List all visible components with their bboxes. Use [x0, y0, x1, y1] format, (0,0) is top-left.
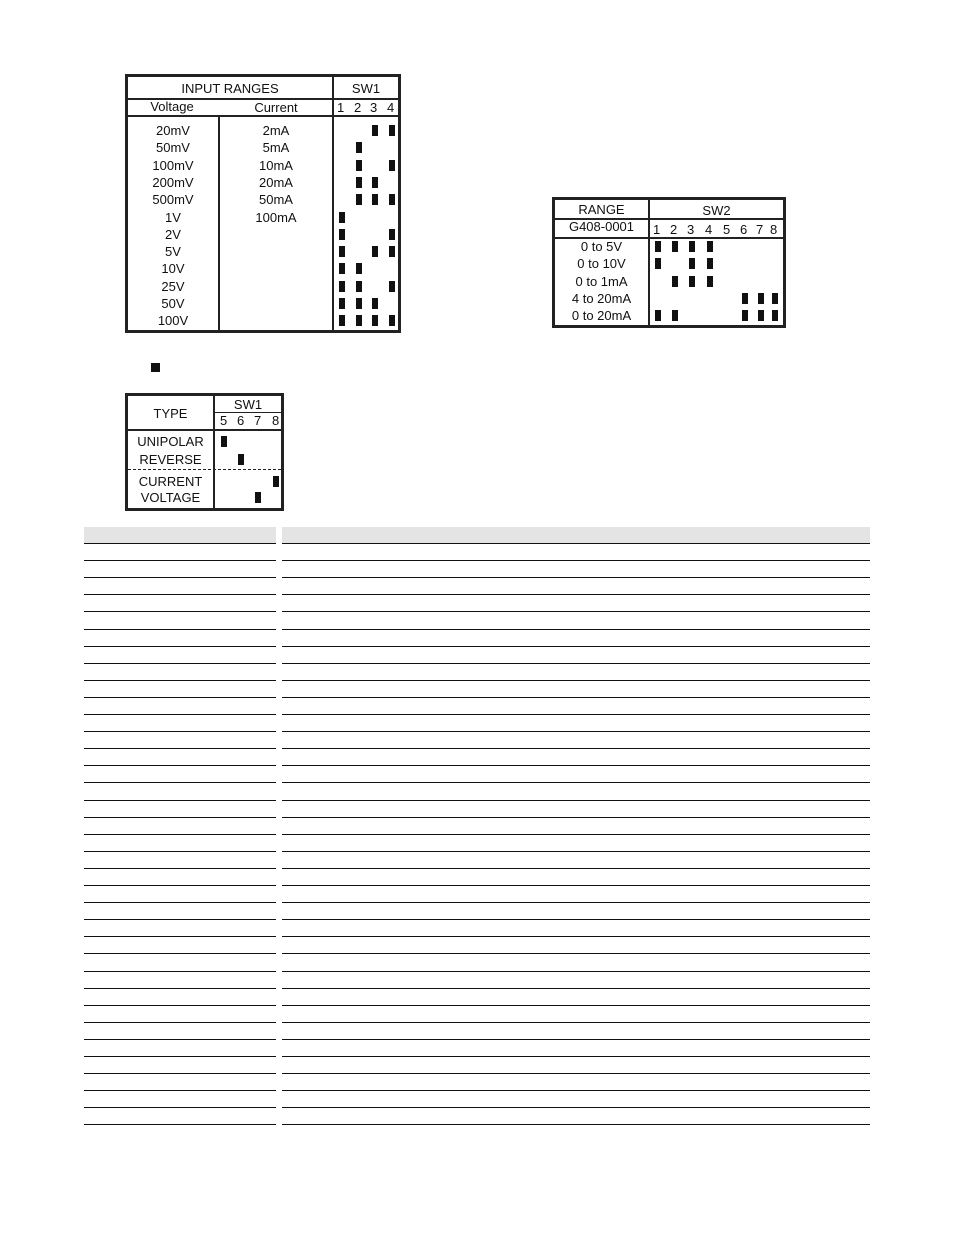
table-rule [282, 971, 870, 972]
switch-on-marker [389, 229, 395, 240]
table-rule [84, 782, 276, 783]
table-rule [282, 936, 870, 937]
switch-on-marker [389, 125, 395, 136]
switch-on-marker [221, 436, 227, 447]
switch-on-marker [339, 315, 345, 326]
dashed-separator [128, 469, 281, 470]
current-value: 5mA [262, 140, 290, 156]
table-rule [282, 731, 870, 732]
table-rule [282, 697, 870, 698]
voltage-value: 1V [165, 209, 181, 225]
switch-on-marker [356, 315, 362, 326]
switch-position-number: 6 [740, 222, 748, 237]
table-rule [84, 765, 276, 766]
voltage-header: Voltage [150, 99, 194, 114]
table-rule [84, 577, 276, 578]
table-rule [282, 782, 870, 783]
switch-position-number: 5 [220, 413, 228, 428]
type-header: TYPE [153, 406, 188, 421]
table-rule [84, 1039, 276, 1040]
voltage-value: 5V [165, 244, 181, 260]
table-rule [84, 611, 276, 612]
range-value: 0 to 20mA [571, 308, 632, 324]
table-rule [282, 885, 870, 886]
voltage-value: 10V [161, 261, 185, 277]
switch-position-number: 5 [723, 222, 731, 237]
switch-on-marker [742, 310, 748, 321]
voltage-value: 100mV [152, 157, 194, 173]
table-rule [84, 988, 276, 989]
switch-position-number: 3 [687, 222, 695, 237]
switch-on-marker [372, 125, 378, 136]
voltage-value: 200mV [152, 174, 194, 190]
table-rule [84, 560, 276, 561]
switch-on-marker [255, 492, 261, 503]
table-rule [282, 1005, 870, 1006]
switch-on-marker [238, 454, 244, 465]
table-rule [84, 1005, 276, 1006]
type-value: VOLTAGE [140, 490, 201, 505]
type-value: UNIPOLAR [137, 434, 204, 449]
table-rule [282, 1107, 870, 1108]
sw1-type-table [125, 393, 284, 511]
voltage-value: 500mV [152, 192, 194, 208]
sw1-input-ranges-table [125, 74, 401, 333]
table-rule [282, 560, 870, 561]
table-rule [84, 1090, 276, 1091]
model-number: G408-0001 [568, 219, 635, 234]
switch-position-number: 8 [770, 222, 778, 237]
switch-on-marker [758, 310, 764, 321]
table-rule [282, 543, 870, 544]
table-rule [282, 868, 870, 869]
range-value: 0 to 10V [577, 256, 626, 272]
table-rule [282, 1022, 870, 1023]
table-rule [282, 988, 870, 989]
switch-on-marker [389, 246, 395, 257]
switch-position-number: 1 [653, 222, 661, 237]
table-rule [282, 902, 870, 903]
table-rule [282, 1073, 870, 1074]
table-rule [282, 611, 870, 612]
switch-position-number: 2 [670, 222, 678, 237]
voltage-value: 20mV [156, 123, 190, 138]
switch-on-square-icon [151, 363, 160, 372]
table-rule [84, 680, 276, 681]
switch-on-marker [707, 241, 713, 252]
row-divider [128, 429, 281, 431]
switch-on-marker [339, 263, 345, 274]
range-header: RANGE [578, 202, 625, 217]
switch-position-number: 3 [370, 100, 378, 115]
table-rule [282, 1090, 870, 1091]
table-rule [282, 680, 870, 681]
switch-on-marker [672, 276, 678, 287]
switch-on-marker [372, 194, 378, 205]
type-value: CURRENT [138, 474, 203, 489]
switch-on-marker [389, 160, 395, 171]
switch-on-marker [372, 315, 378, 326]
switch-on-marker [389, 281, 395, 292]
range-value: 4 to 20mA [571, 290, 632, 306]
switch-on-marker [356, 160, 362, 171]
table-rule [84, 1056, 276, 1057]
table-rule [84, 971, 276, 972]
switch-on-marker [356, 298, 362, 309]
switch-on-marker [372, 177, 378, 188]
sw1-header: SW1 [351, 81, 381, 96]
table-rule [84, 731, 276, 732]
table-rule [84, 697, 276, 698]
current-value: 100mA [255, 209, 297, 225]
switch-on-marker [339, 281, 345, 292]
sw2-header: SW2 [702, 203, 731, 218]
switch-on-marker [372, 246, 378, 257]
current-value: 2mA [262, 123, 290, 138]
switch-on-marker [356, 177, 362, 188]
table-rule [84, 1022, 276, 1023]
switch-position-number: 1 [337, 100, 345, 115]
switch-on-marker [772, 293, 778, 304]
table-rule [84, 663, 276, 664]
table-rule [282, 1124, 870, 1125]
table-rule [282, 748, 870, 749]
table-rule [84, 1124, 276, 1125]
switch-on-marker [689, 241, 695, 252]
table-rule [282, 851, 870, 852]
voltage-value: 25V [161, 278, 185, 294]
table-rule [84, 629, 276, 630]
voltage-value: 2V [165, 226, 181, 242]
range-value: 0 to 1mA [575, 273, 628, 289]
switch-on-marker [389, 315, 395, 326]
switch-on-marker [356, 142, 362, 153]
table-rule [84, 953, 276, 954]
switch-on-marker [372, 298, 378, 309]
table-rule [84, 543, 276, 544]
switch-on-marker [273, 476, 279, 487]
table-rule [282, 629, 870, 630]
switch-on-marker [707, 258, 713, 269]
sw1-type-header: SW1 [233, 397, 263, 412]
switch-on-marker [389, 194, 395, 205]
current-value: 10mA [259, 157, 293, 173]
switch-on-marker [356, 281, 362, 292]
table-rule [282, 594, 870, 595]
switch-on-marker [339, 246, 345, 257]
current-value: 20mA [259, 174, 293, 190]
table-rule [282, 919, 870, 920]
switch-on-marker [672, 241, 678, 252]
voltage-value: 50V [161, 296, 185, 311]
switch-position-number: 7 [756, 222, 764, 237]
switch-on-marker [655, 258, 661, 269]
table-rule [84, 800, 276, 801]
table-rule [84, 748, 276, 749]
table-rule [282, 577, 870, 578]
switch-on-marker [689, 258, 695, 269]
table-rule [282, 817, 870, 818]
table-rule [84, 851, 276, 852]
table-rule [84, 1073, 276, 1074]
switch-position-number: 7 [254, 413, 262, 428]
table-rule [84, 902, 276, 903]
switch-on-marker [356, 194, 362, 205]
current-value: 50mA [259, 192, 293, 208]
voltage-value: 100V [157, 313, 189, 329]
range-value: 0 to 5V [580, 239, 623, 254]
switch-on-marker [655, 310, 661, 321]
switch-on-marker [339, 212, 345, 223]
table-rule [84, 834, 276, 835]
switch-position-number: 4 [387, 100, 395, 115]
switch-on-marker [356, 263, 362, 274]
switch-on-marker [772, 310, 778, 321]
table-rule [84, 868, 276, 869]
switch-on-marker [672, 310, 678, 321]
table-rule [84, 936, 276, 937]
sw2-range-table [552, 197, 786, 328]
lined-table-header-left [84, 527, 276, 543]
table-rule [282, 834, 870, 835]
type-value: REVERSE [139, 452, 202, 467]
switch-on-marker [758, 293, 764, 304]
table-rule [84, 594, 276, 595]
switch-position-number: 2 [354, 100, 362, 115]
switch-on-marker [689, 276, 695, 287]
table-rule [282, 800, 870, 801]
table-rule [84, 1107, 276, 1108]
table-rule [282, 765, 870, 766]
voltage-value: 50mV [156, 140, 190, 156]
table-rule [84, 885, 276, 886]
table-rule [84, 817, 276, 818]
table-rule [282, 663, 870, 664]
switch-on-marker [339, 229, 345, 240]
switch-position-number: 6 [237, 413, 245, 428]
switch-on-marker [707, 276, 713, 287]
table-rule [84, 646, 276, 647]
switch-position-number: 8 [272, 413, 280, 428]
switch-position-number: 4 [705, 222, 713, 237]
table-rule [282, 646, 870, 647]
table-rule [84, 919, 276, 920]
table-rule [282, 714, 870, 715]
switch-on-marker [339, 298, 345, 309]
switch-on-marker [742, 293, 748, 304]
table-rule [282, 953, 870, 954]
switch-on-marker [655, 241, 661, 252]
table-rule [282, 1056, 870, 1057]
table-rule [282, 1039, 870, 1040]
current-header: Current [254, 100, 298, 115]
table-rule [84, 714, 276, 715]
lined-table-header-right [282, 527, 870, 543]
input-ranges-title: INPUT RANGES [181, 81, 279, 96]
